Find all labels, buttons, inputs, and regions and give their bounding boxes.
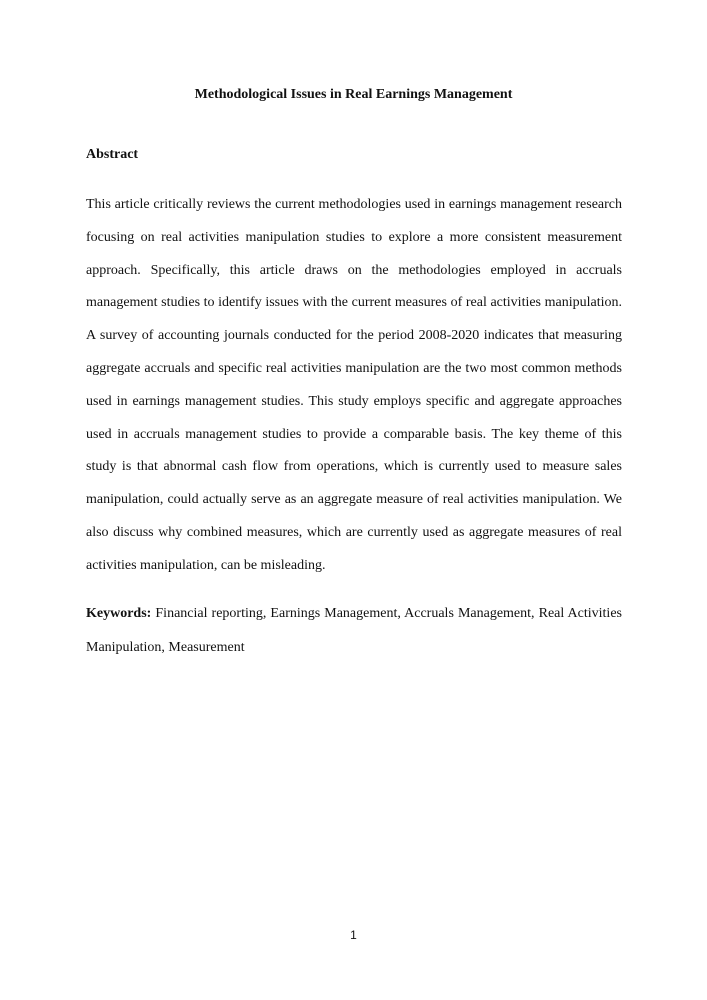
abstract-line: This article critically reviews the current methodologies used in earnings management research xyxy=(86,197,622,212)
abstract-line: focusing on real activities manipulation studies to explore a more consistent measurement xyxy=(86,229,622,245)
abstract-line: A survey of accounting journals conducted for the period 2008-2020 indicates that measuring xyxy=(86,328,622,344)
keywords-line: Manipulation, Measurement xyxy=(86,640,245,655)
keywords-text: Financial reporting, Earnings Management, Accruals Management, Real Activities xyxy=(151,606,622,621)
abstract-line: manipulation, could actually serve as an aggregate measure of real activities manipulation. We xyxy=(86,492,622,508)
abstract-line: activities manipulation, can be misleading. xyxy=(86,557,326,573)
abstract-line: management studies to identify issues with the current measures of real activities manipulation. xyxy=(86,295,622,311)
abstract-line: approach. Specifically, this article draws on the methodologies employed in accruals xyxy=(86,262,622,278)
keywords-label: Keywords: xyxy=(86,606,152,621)
keywords-line xyxy=(86,597,622,631)
page-number: 1 xyxy=(350,928,357,942)
abstract-paragraph xyxy=(86,189,622,583)
abstract-line: aggregate accruals and specific real activities manipulation are the two most common methods xyxy=(86,360,622,376)
page-title: Methodological Issues in Real Earnings Management xyxy=(194,87,513,102)
keywords-section xyxy=(86,597,622,665)
abstract-line: used in earnings management studies. This study employs specific and aggregate approaches xyxy=(86,393,622,409)
abstract-heading: Abstract xyxy=(86,147,139,162)
abstract-line: used in accruals management studies to provide a comparable basis. The key theme of this xyxy=(86,426,622,442)
abstract-line: also discuss why combined measures, which are currently used as aggregate measures of real xyxy=(86,524,622,540)
abstract-line: study is that abnormal cash flow from operations, which is currently used to measure sales xyxy=(86,459,622,475)
